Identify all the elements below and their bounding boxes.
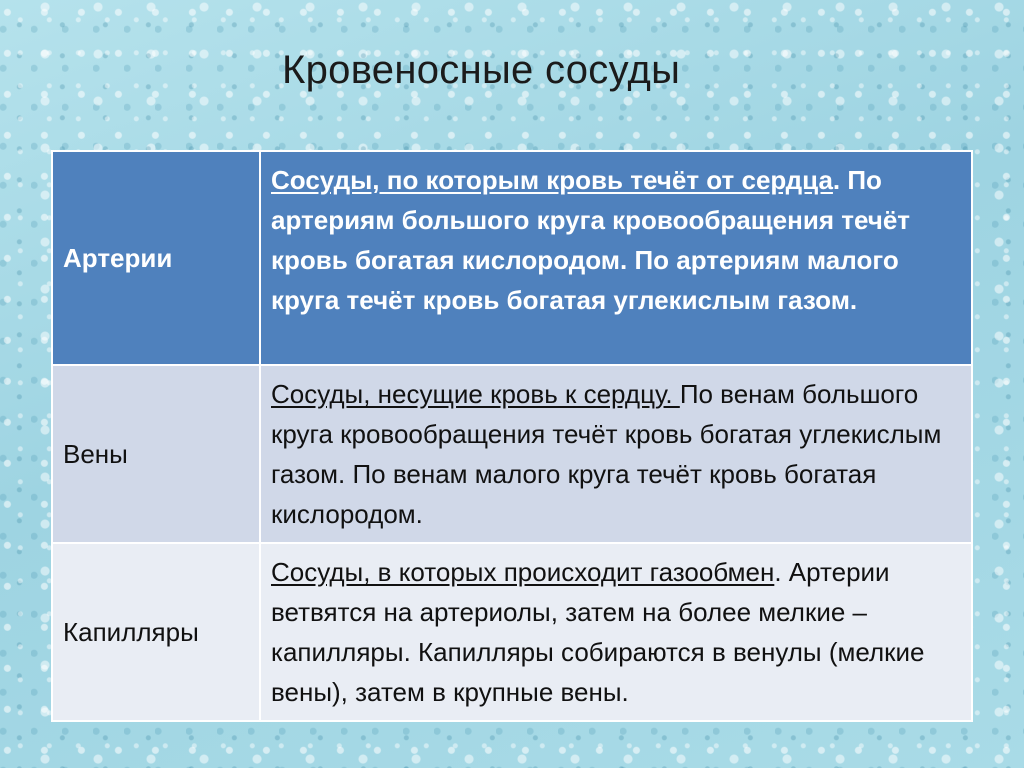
vessel-name-arteries: Артерии bbox=[52, 151, 260, 365]
slide-title: Кровеносные сосуды bbox=[282, 48, 681, 92]
vessel-name-capillaries: Капилляры bbox=[52, 543, 260, 721]
definition-arteries: Сосуды, по которым кровь течёт от сердца bbox=[271, 165, 833, 195]
details-veins: По венам большого круга кровообращения течёт кровь богатая углекислым газом. По венам малого круга течёт кровь богатая кислородом. bbox=[271, 379, 942, 529]
table-row-veins bbox=[52, 365, 972, 543]
vessel-name-veins: Вены bbox=[52, 365, 260, 543]
vessel-description-veins bbox=[260, 365, 972, 543]
table-row-capillaries bbox=[52, 543, 972, 721]
details-capillaries: . Артерии ветвятся на артериолы, затем на более мелкие – капилляры. Капилляры собираются в венулы (мелкие вены), затем в крупные вены. bbox=[271, 557, 925, 707]
vessel-table bbox=[51, 150, 973, 722]
vessel-description-arteries bbox=[260, 151, 972, 365]
definition-veins: Сосуды, несущие кровь к сердцу. bbox=[271, 379, 680, 409]
table-row-arteries bbox=[52, 151, 972, 365]
definition-capillaries: Сосуды, в которых происходит газообмен bbox=[271, 557, 775, 587]
vessel-description-capillaries bbox=[260, 543, 972, 721]
details-arteries: . По артериям большого круга кровообращения течёт кровь богатая кислородом. По артериям малого круга течёт кровь богатая углекислым газом. bbox=[271, 165, 911, 315]
